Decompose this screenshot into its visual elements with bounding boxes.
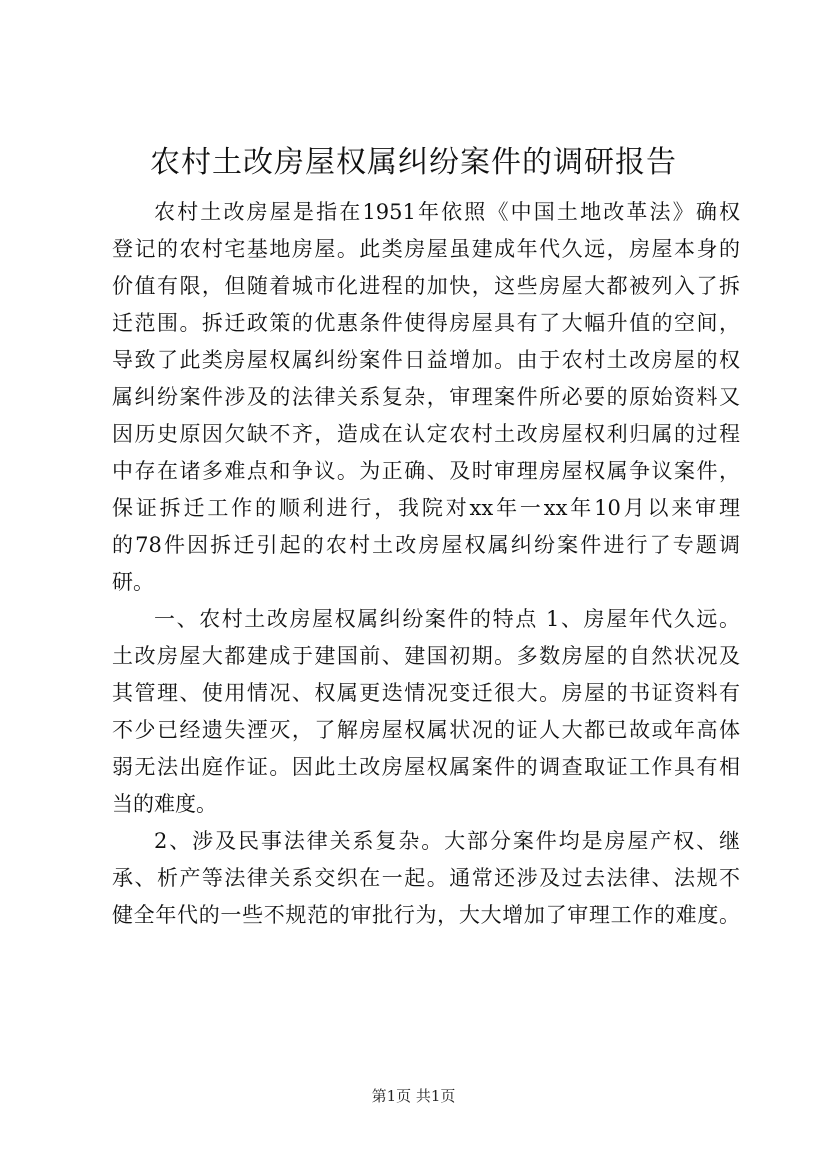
paragraph-line: 的78件因拆迁引起的农村土改房屋权属纠纷案件进行了专题调 <box>112 533 740 557</box>
paragraph-line: 中存在诸多难点和争议。为正确、及时审理房屋权属争议案件， <box>112 459 740 483</box>
paragraph-line: 登记的农村宅基地房屋。此类房屋虽建成年代久远，房屋本身的 <box>112 237 740 261</box>
paragraph-line: 其管理、使用情况、权属更迭情况变迁很大。房屋的书证资料有 <box>112 681 740 705</box>
paragraph-3 <box>112 823 740 934</box>
paragraph-line: 研。 <box>112 570 154 594</box>
paragraph-line: 弱无法出庭作证。因此土改房屋权属案件的调查取证工作具有相 <box>112 755 740 779</box>
paragraph-line: 迁范围。拆迁政策的优惠条件使得房屋具有了大幅升值的空间， <box>112 311 740 335</box>
paragraph-line: 属纠纷案件涉及的法律关系复杂，审理案件所必要的原始资料又 <box>112 385 740 409</box>
paragraph-line: 农村土改房屋是指在1951年依照《中国土地改革法》确权 <box>154 200 740 224</box>
paragraph-line: 2、涉及民事法律关系复杂。大部分案件均是房屋产权、继 <box>154 829 740 853</box>
paragraph-line: 一、农村土改房屋权属纠纷案件的特点 1、房屋年代久远。 <box>154 607 740 631</box>
paragraph-line: 价值有限，但随着城市化进程的加快，这些房屋大都被列入了拆 <box>112 274 740 298</box>
document-title: 农村土改房屋权属纠纷案件的调研报告 <box>150 145 677 180</box>
paragraph-1 <box>112 194 740 601</box>
paragraph-line: 不少已经遗失湮灭，了解房屋权属状况的证人大都已故或年高体 <box>112 718 740 742</box>
paragraph-line: 承、析产等法律关系交织在一起。通常还涉及过去法律、法规不 <box>112 866 740 890</box>
paragraph-line: 当的难度。 <box>112 792 217 816</box>
page-footer: 第1页 共1页 <box>371 1087 456 1105</box>
paragraph-2 <box>112 601 740 823</box>
paragraph-line: 土改房屋大都建成于建国前、建国初期。多数房屋的自然状况及 <box>112 644 740 668</box>
paragraph-line: 因历史原因欠缺不齐，造成在认定农村土改房屋权利归属的过程 <box>112 422 740 446</box>
paragraph-line: 健全年代的一些不规范的审批行为，大大增加了审理工作的难度。 <box>112 903 740 927</box>
document-body <box>112 194 740 934</box>
paragraph-line: 保证拆迁工作的顺利进行，我院对xx年一xx年10月以来审理 <box>112 496 740 520</box>
paragraph-line: 导致了此类房屋权属纠纷案件日益增加。由于农村土改房屋的权 <box>112 348 740 372</box>
